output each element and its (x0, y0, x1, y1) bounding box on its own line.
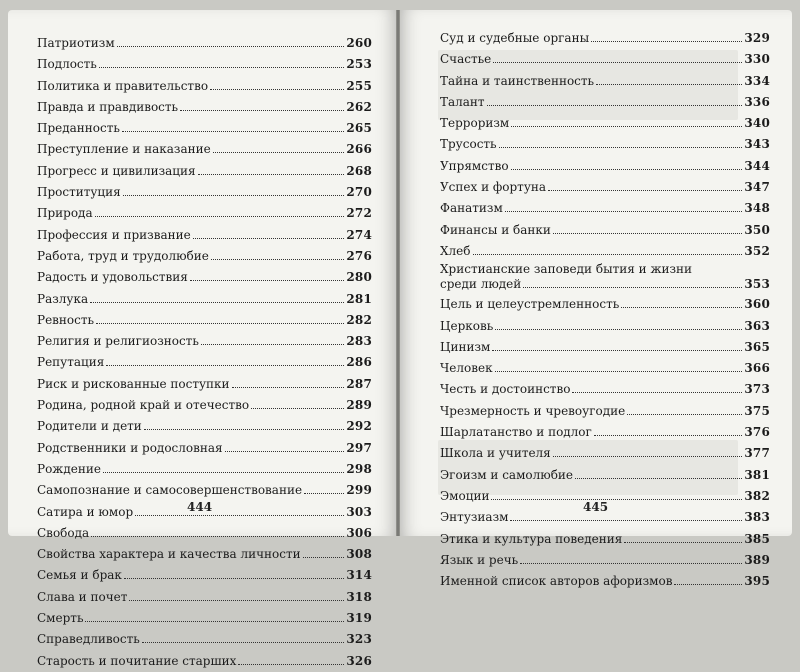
toc-entry-page: 326 (346, 653, 372, 668)
toc-entry (37, 331, 372, 352)
toc-entry-page: 334 (744, 73, 770, 88)
dot-leader (85, 621, 344, 622)
dot-leader (511, 169, 743, 170)
toc-entry-page: 353 (744, 277, 770, 292)
toc-entry-title: Работа, труд и трудолюбие (37, 248, 209, 263)
toc-entry-page: 274 (346, 227, 372, 242)
toc-entry-page: 260 (346, 36, 372, 50)
toc-entry-page: 287 (346, 376, 372, 391)
toc-entry (440, 177, 770, 198)
toc-entry (37, 438, 372, 459)
toc-entry (440, 28, 770, 49)
dot-leader (122, 131, 344, 132)
dot-leader (210, 89, 344, 90)
toc-entry-page: 329 (744, 31, 770, 45)
toc-entry-title: Свойства характера и качества личности (37, 547, 301, 562)
toc-entry-page: 281 (346, 291, 372, 306)
toc-entry-title: Этика и культура поведения (440, 531, 623, 546)
toc-entry (37, 651, 372, 672)
toc-entry (37, 54, 372, 75)
toc-entry-page: 375 (744, 403, 770, 418)
toc-entry (37, 374, 372, 395)
toc-entry-page: 292 (346, 419, 372, 434)
toc-entry-page: 306 (346, 525, 372, 540)
toc-entry-page: 283 (346, 334, 372, 349)
toc-entry-title: Родина, родной край и отечество (37, 398, 250, 413)
toc-entry (440, 294, 770, 315)
dot-leader (520, 563, 742, 564)
dot-leader (621, 307, 742, 308)
toc-entry-title: Слава и почет (37, 589, 128, 604)
toc-entry-title: Риск и рискованные поступки (37, 376, 230, 391)
toc-entry-title: Успех и фортуна (440, 180, 547, 195)
dot-leader (493, 62, 742, 63)
toc-entry-title: Финансы и банки (440, 222, 551, 237)
toc-entry (440, 443, 770, 464)
toc-entry-page: 280 (346, 270, 372, 285)
toc-entry (440, 337, 770, 358)
toc-entry (37, 608, 372, 629)
page-number-right: 445 (583, 500, 609, 514)
toc-entry-title: Цель и целеустремленность (440, 297, 620, 312)
toc-entry-page: 377 (744, 446, 770, 461)
toc-entry-title: Трусость (440, 137, 497, 152)
toc-entry-title: Семья и брак (37, 568, 122, 583)
dot-leader (491, 499, 742, 500)
toc-entry-title: Терроризм (440, 116, 510, 131)
toc-entry (440, 134, 770, 155)
toc-entry-title: Справедливость (37, 632, 140, 647)
toc-entry-page: 395 (744, 574, 770, 589)
dot-leader (596, 84, 742, 85)
toc-entry-title: Цинизм (440, 339, 491, 354)
dot-leader (523, 287, 742, 288)
toc-entry-page: 366 (744, 361, 770, 376)
toc-entry-page: 272 (346, 206, 372, 221)
toc-entry-title: Родственники и родословная (37, 440, 223, 455)
dot-leader (591, 41, 742, 42)
toc-entry-page: 383 (744, 510, 770, 525)
toc-entry-page: 373 (744, 382, 770, 397)
toc-entry (37, 97, 372, 118)
toc-entry-page: 253 (346, 57, 372, 72)
toc-entry-page: 289 (346, 398, 372, 413)
dot-leader (211, 259, 344, 260)
toc-entry-page: 343 (744, 137, 770, 152)
dot-leader (190, 280, 344, 281)
toc-entry (37, 182, 372, 203)
toc-entry-title: Фанатизм (440, 201, 503, 216)
toc-entry-page: 350 (744, 222, 770, 237)
toc-entry-title: Преданность (37, 121, 120, 136)
toc-entry-page: 336 (744, 94, 770, 109)
toc-entry-page: 360 (744, 297, 770, 312)
toc-entry-title: Упрямство (440, 158, 509, 173)
toc-entry (440, 92, 770, 113)
toc-entry-page: 282 (346, 312, 372, 327)
dot-leader (129, 600, 344, 601)
toc-entry-title: Радость и удовольствия (37, 270, 188, 285)
toc-entry-page: 352 (744, 243, 770, 258)
toc-entry (440, 379, 770, 400)
toc-entry-title: Христианские заповеди бытия и жизни (440, 262, 693, 277)
toc-entry (37, 267, 372, 288)
toc-entry-page: 268 (346, 163, 372, 178)
dot-leader (123, 195, 345, 196)
dot-leader (553, 456, 743, 457)
toc-entry-title: Честь и достоинство (440, 382, 571, 397)
toc-entry-page: 376 (744, 425, 770, 440)
dot-leader (99, 67, 345, 68)
toc-entry-title: Политика и правительство (37, 78, 209, 93)
toc-entry (440, 220, 770, 241)
toc-entry-page: 340 (744, 116, 770, 131)
toc-entry-title: Человек (440, 361, 493, 376)
dot-leader (95, 216, 345, 217)
toc-entry (440, 156, 770, 177)
toc-entry-page: 286 (346, 355, 372, 370)
dot-leader (193, 238, 345, 239)
toc-entry-title: Талант (440, 94, 485, 109)
toc-entry-page: 344 (744, 158, 770, 173)
toc-entry-title: Эмоции (440, 488, 490, 503)
dot-leader (180, 110, 344, 111)
toc-entry-title: Шарлатанство и подлог (440, 425, 592, 440)
dot-leader (594, 435, 743, 436)
toc-entry (37, 523, 372, 544)
dot-leader (511, 126, 742, 127)
toc-entry-title: Репутация (37, 355, 105, 370)
toc-entry (37, 352, 372, 373)
dot-leader (304, 493, 344, 494)
toc-entry (440, 571, 770, 592)
toc-entry-title: Родители и дети (37, 419, 142, 434)
toc-entry (440, 241, 770, 262)
toc-entry-title: Преступление и наказание (37, 142, 211, 157)
toc-entry (37, 565, 372, 586)
toc-entry-title: Тайна и таинственность (440, 73, 595, 88)
toc-entry (440, 358, 770, 379)
dot-leader (232, 387, 345, 388)
dot-leader (251, 408, 344, 409)
toc-entry-title: Хлеб (440, 243, 471, 258)
toc-entry-title: Природа (37, 206, 93, 221)
book-gutter (396, 10, 400, 536)
toc-entry-page: 365 (744, 339, 770, 354)
toc-entry-page: 299 (346, 483, 372, 498)
dot-leader (492, 350, 742, 351)
toc-entry (37, 629, 372, 650)
dot-leader (142, 642, 345, 643)
dot-leader (144, 429, 345, 430)
toc-entry (440, 465, 770, 486)
toc-entry-title: Патриотизм (37, 36, 115, 50)
toc-entry-title: Прогресс и цивилизация (37, 163, 196, 178)
toc-entry-title: Энтузиазм (440, 510, 509, 525)
toc-entry-page: 314 (346, 568, 372, 583)
toc-entry-page: 276 (346, 248, 372, 263)
dot-leader (572, 392, 742, 393)
toc-entry-page: 385 (744, 531, 770, 546)
toc-entry-title-continued: среди людей (440, 277, 522, 292)
dot-leader (473, 254, 743, 255)
dot-leader (135, 515, 344, 516)
toc-entry (440, 71, 770, 92)
toc-entry (440, 262, 770, 294)
toc-entry-page: 389 (744, 552, 770, 567)
dot-leader (117, 46, 345, 47)
dot-leader (124, 578, 344, 579)
toc-entry (440, 529, 770, 550)
toc-entry (37, 118, 372, 139)
toc-entry-page: 270 (346, 185, 372, 200)
dot-leader (495, 329, 742, 330)
toc-entry (37, 76, 372, 97)
toc-entry (440, 49, 770, 70)
toc-entry-page: 297 (346, 440, 372, 455)
toc-entry-title: Школа и учителя (440, 446, 551, 461)
dot-leader (510, 520, 742, 521)
toc-entry-page: 266 (346, 142, 372, 157)
dot-leader (90, 302, 344, 303)
toc-entry-title: Проституция (37, 185, 121, 200)
toc-entry (440, 316, 770, 337)
toc-entry-page: 298 (346, 461, 372, 476)
toc-entry-page: 348 (744, 201, 770, 216)
toc-entry-title: Свобода (37, 525, 90, 540)
toc-entry (37, 246, 372, 267)
dot-leader (201, 344, 344, 345)
left-toc-list (37, 33, 372, 672)
toc-entry (440, 550, 770, 571)
toc-entry-title: Правда и правдивость (37, 99, 179, 114)
toc-entry (440, 422, 770, 443)
toc-entry (37, 225, 372, 246)
toc-entry-title: Церковь (440, 318, 494, 333)
toc-entry-title: Счастье (440, 52, 492, 67)
toc-entry-page: 255 (346, 78, 372, 93)
toc-entry-title: Суд и судебные органы (440, 31, 590, 45)
dot-leader (505, 211, 743, 212)
toc-entry-title: Самопознание и самосовершенствование (37, 483, 303, 498)
toc-entry-page: 265 (346, 121, 372, 136)
toc-entry (37, 161, 372, 182)
page-number-left: 444 (187, 500, 213, 514)
toc-entry-line2 (440, 277, 770, 292)
dot-leader (103, 472, 344, 473)
dot-leader (575, 478, 742, 479)
toc-entry-title: Эгоизм и самолюбие (440, 467, 574, 482)
toc-entry (37, 289, 372, 310)
toc-entry-page: 262 (346, 99, 372, 114)
toc-entry-title: Старость и почитание старших (37, 653, 237, 668)
toc-entry-title: Чрезмерность и чревоугодие (440, 403, 626, 418)
toc-entry (37, 480, 372, 501)
dot-leader (303, 557, 345, 558)
toc-entry-page: 303 (346, 504, 372, 519)
dot-leader (106, 365, 344, 366)
dot-leader (674, 584, 742, 585)
toc-entry (440, 401, 770, 422)
toc-entry (37, 310, 372, 331)
toc-entry-page: 319 (346, 611, 372, 626)
dot-leader (96, 323, 344, 324)
toc-entry-page: 308 (346, 547, 372, 562)
toc-entry-title: Ревность (37, 312, 95, 327)
toc-entry-page: 347 (744, 180, 770, 195)
toc-entry (440, 198, 770, 219)
toc-entry (37, 459, 372, 480)
toc-entry-page: 318 (346, 589, 372, 604)
dot-leader (225, 451, 345, 452)
toc-entry-page: 382 (744, 488, 770, 503)
toc-entry (37, 416, 372, 437)
dot-leader (553, 233, 742, 234)
toc-entry (37, 203, 372, 224)
toc-entry (37, 33, 372, 54)
toc-entry-title: Рождение (37, 461, 101, 476)
toc-entry-title: Профессия и призвание (37, 227, 191, 242)
dot-leader (548, 190, 742, 191)
dot-leader (198, 174, 345, 175)
dot-leader (213, 152, 345, 153)
dot-leader (91, 536, 344, 537)
toc-entry-page: 363 (744, 318, 770, 333)
toc-entry-page: 330 (744, 52, 770, 67)
toc-entry (440, 113, 770, 134)
toc-entry-title: Разлука (37, 291, 89, 306)
dot-leader (495, 371, 743, 372)
dot-leader (238, 664, 344, 665)
toc-entry-title: Религия и религиозность (37, 334, 199, 349)
toc-entry (37, 139, 372, 160)
toc-entry-title: Сатира и юмор (37, 504, 134, 519)
toc-entry-title: Язык и речь (440, 552, 519, 567)
toc-entry (37, 587, 372, 608)
dot-leader (499, 147, 743, 148)
toc-entry (37, 395, 372, 416)
toc-entry-page: 323 (346, 632, 372, 647)
dot-leader (487, 105, 743, 106)
toc-entry (37, 544, 372, 565)
toc-entry-page: 381 (744, 467, 770, 482)
toc-entry-title: Смерть (37, 611, 84, 626)
toc-entry-title: Именной список авторов афоризмов (440, 574, 673, 589)
toc-entry-title: Подлость (37, 57, 97, 72)
dot-leader (627, 414, 742, 415)
